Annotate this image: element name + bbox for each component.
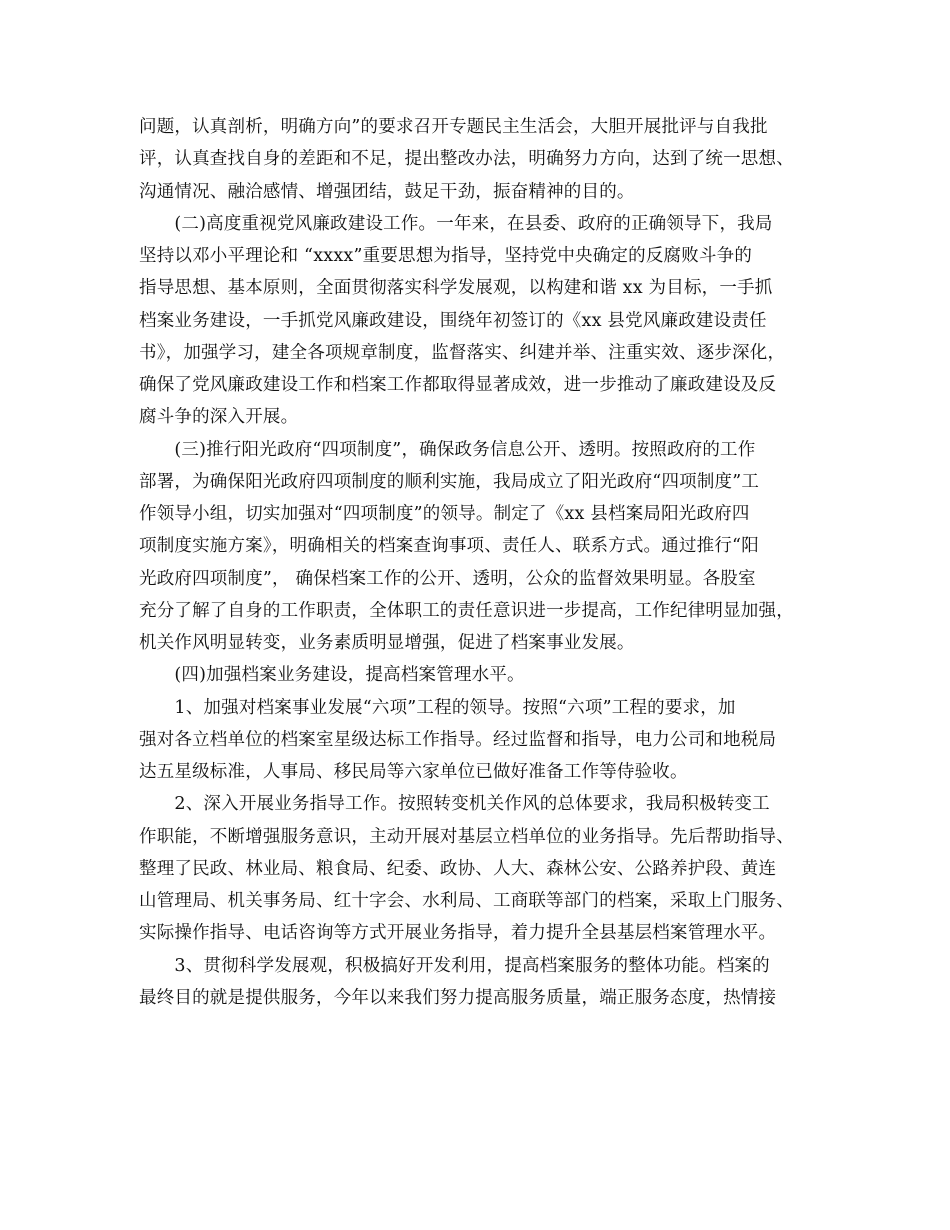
text-line: 实际操作指导、电话咨询等方式开展业务指导，着力提升全县基层档案管理水平。	[139, 923, 777, 944]
text-line: 坚持以邓小平理论和 “xxxx”重要思想为指导，坚持党中央确定的反腐败斗争的	[139, 246, 753, 266]
text-line: 整理了民政、林业局、粮食局、纪委、政协、人大、森林公安、公路养护段、黄连	[139, 858, 777, 879]
text-line: (三)推行阳光政府“四项制度”，确保政务信息公开、透明。按照政府的工作	[139, 439, 756, 460]
text-line: 指导思想、基本原则，全面贯彻落实科学发展观，以构建和谐 xx 为目标，一手抓	[139, 278, 773, 299]
text-line: 最终目的就是提供服务，今年以来我们努力提高服务质量，端正服务态度，热情接	[139, 987, 777, 1008]
text-line: 部署，为确保阳光政府四项制度的顺利实施，我局成立了阳光政府“四项制度”工	[139, 471, 760, 492]
text-line: 充分了解了自身的工作职责，全体职工的责任意识进一步提高，工作纪律明显加强，	[139, 600, 794, 621]
text-line: 书》，加强学习，建全各项规章制度，监督落实、纠建并举、注重实效、逐步深化，	[139, 342, 786, 363]
text-line: 作领导小组，切实加强对“四项制度”的领导。制定了《xx 县档案局阳光政府四	[139, 504, 750, 524]
text-line: 确保了党风廉政建设工作和档案工作都取得显著成效，进一步推动了廉政建设及反	[139, 375, 777, 395]
text-line: (四)加强档案业务建设，提高档案管理水平。	[139, 665, 525, 686]
text-line: 问题，认真剖析，明确方向”的要求召开专题民主生活会，大胆开展批评与自我批	[139, 117, 768, 137]
text-line: 评，认真查找自身的差距和不足，提出整改办法，明确努力方向，达到了统一思想、	[139, 149, 794, 170]
text-line: 3、贯彻科学发展观，积极搞好开发利用，提高档案服务的整体功能。档案的	[139, 955, 770, 976]
text-line: 腐斗争的深入开展。	[139, 407, 299, 428]
text-line: 达五星级标准，人事局、移民局等六家单位已做好准备工作等侍验收。	[139, 762, 688, 782]
text-line: 沟通情况、融洽感情、增强团结，鼓足干劲，振奋精神的目的。	[139, 181, 635, 202]
text-line: 机关作风明显转变，业务素质明显增强，促进了档案事业发展。	[139, 633, 635, 653]
document-body	[139, 111, 829, 1014]
text-line: 2、深入开展业务指导工作。按照转变机关作风的总体要求，我局积极转变工	[139, 794, 770, 815]
text-line: 山管理局、机关事务局、红十字会、水利局、工商联等部门的档案，采取上门服务、	[139, 891, 794, 911]
text-line: (二)高度重视党风廉政建设工作。一年来，在县委、政府的正确领导下，我局	[139, 213, 773, 234]
text-line: 作职能，不断增强服务意识，主动开展对基层立档单位的业务指导。先后帮助指导、	[139, 826, 794, 847]
text-line: 1、加强对档案事业发展“六项”工程的领导。按照“六项”工程的要求，加	[139, 697, 736, 718]
text-line: 档案业务建设，一手抓党风廉政建设，围绕年初签订的《xx 县党风廉政建设责任	[139, 310, 767, 331]
text-line: 强对各立档单位的档案室星级达标工作指导。经过监督和指导，电力公司和地税局	[139, 729, 777, 750]
text-line: 光政府四项制度”， 确保档案工作的公开、透明，公众的监督效果明显。各股室	[139, 568, 756, 589]
text-line: 项制度实施方案》，明确相关的档案查询事项、责任人、联系方式。通过推行“阳	[139, 536, 759, 557]
